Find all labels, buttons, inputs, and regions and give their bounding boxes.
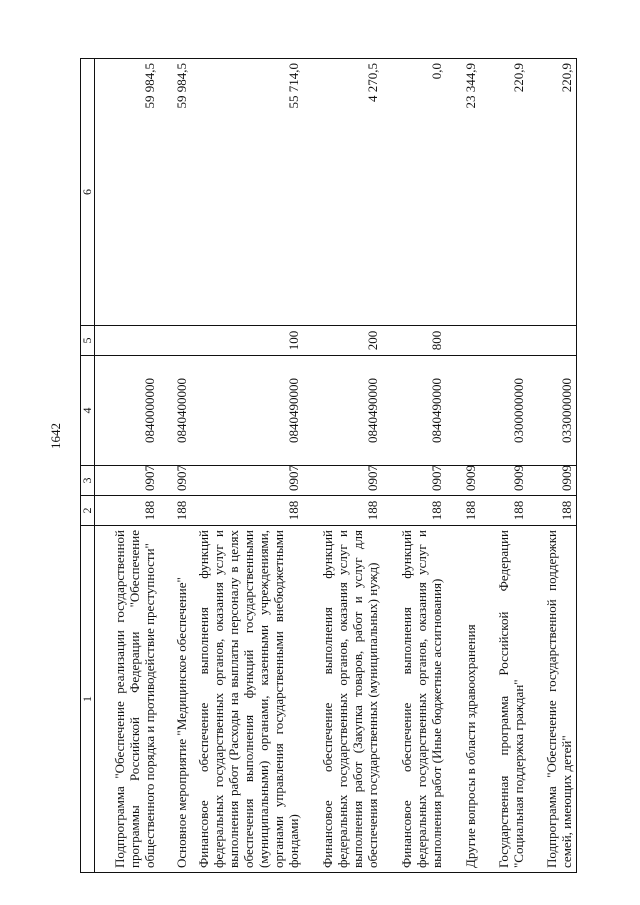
table-row: [480, 59, 528, 873]
row-name: Другие вопросы в области здравоохранения: [446, 526, 480, 873]
row-name: Подпрограмма "Обеспечение государственной поддержки семей, имеющих детей": [528, 526, 577, 873]
table-row: [191, 59, 303, 873]
row-name: Финансовое обеспечение выполнения функций федеральных государственных органов, оказания услуг и выполнения работ (Закупка товаров, работ и услуг для обеспечения государственных (муниципальных) нужд): [303, 526, 382, 873]
table-row: [303, 59, 382, 873]
header-col-4: 4: [81, 356, 95, 466]
header-col-6: 6: [81, 59, 95, 326]
table-row: [528, 59, 577, 873]
header-col-5: 5: [81, 326, 95, 356]
row-csr: 0840490000: [303, 356, 382, 466]
row-adm: 188: [303, 496, 382, 526]
row-vr: 800: [382, 326, 446, 356]
row-adm: 188: [159, 496, 191, 526]
row-vr: 200: [303, 326, 382, 356]
row-rzpr: 0907: [382, 466, 446, 496]
row-vr: 100: [191, 326, 303, 356]
row-sum: 59 984,5: [159, 59, 191, 326]
row-csr: 0840490000: [382, 356, 446, 466]
table-row: [446, 59, 480, 873]
row-sum: 220,9: [528, 59, 577, 326]
row-name: Государственная программа Российской Федерации "Социальная поддержка граждан": [480, 526, 528, 873]
header-col-1: 1: [81, 526, 95, 873]
row-csr: 0840490000: [191, 356, 303, 466]
row-vr: [95, 326, 160, 356]
row-csr: 0330000000: [528, 356, 577, 466]
row-rzpr: 0907: [303, 466, 382, 496]
row-rzpr: 0909: [480, 466, 528, 496]
row-csr: 0840400000: [159, 356, 191, 466]
table-row: [159, 59, 191, 873]
row-sum: 23 344,9: [446, 59, 480, 326]
row-csr: 0840000000: [95, 356, 160, 466]
row-adm: 188: [191, 496, 303, 526]
row-sum: 59 984,5: [95, 59, 160, 326]
row-sum: 55 714,0: [191, 59, 303, 326]
budget-table: [80, 58, 577, 873]
row-vr: [159, 326, 191, 356]
row-csr: [446, 356, 480, 466]
row-adm: 188: [480, 496, 528, 526]
row-adm: 188: [95, 496, 160, 526]
row-rzpr: 0907: [159, 466, 191, 496]
row-sum: 4 270,5: [303, 59, 382, 326]
row-adm: 188: [528, 496, 577, 526]
rotated-budget-table: [80, 59, 574, 873]
row-rzpr: 0907: [95, 466, 160, 496]
header-row: [81, 59, 95, 873]
row-adm: 188: [382, 496, 446, 526]
row-vr: [446, 326, 480, 356]
row-rzpr: 0909: [446, 466, 480, 496]
row-name: Финансовое обеспечение выполнения функций федеральных государственных органов, оказания услуг и выполнения работ (Расходы на выплаты персоналу в целях обеспечения выполнения функций государственными (муниципальными) органами, казенными учреждениями, органами управления государственными внебюджетными фондами): [191, 526, 303, 873]
row-name: Основное мероприятие "Медицинское обеспечение": [159, 526, 191, 873]
row-name: Финансовое обеспечение выполнения функций федеральных государственных органов, оказания услуг и выполнения работ (Иные бюджетные ассигнования): [382, 526, 446, 873]
row-vr: [528, 326, 577, 356]
table-row: [382, 59, 446, 873]
row-sum: 0,0: [382, 59, 446, 326]
row-vr: [480, 326, 528, 356]
row-rzpr: 0909: [528, 466, 577, 496]
row-sum: 220,9: [480, 59, 528, 326]
row-rzpr: 0907: [191, 466, 303, 496]
header-col-2: 2: [81, 496, 95, 526]
row-adm: 188: [446, 496, 480, 526]
header-col-3: 3: [81, 466, 95, 496]
row-csr: 0300000000: [480, 356, 528, 466]
table-row: [95, 59, 160, 873]
page-number: 1642: [48, 423, 63, 449]
row-name: Подпрограмма "Обеспечение реализации государственной программы Российской Федерации "Обеспечение общественного порядка и противодействие преступности": [95, 526, 160, 873]
